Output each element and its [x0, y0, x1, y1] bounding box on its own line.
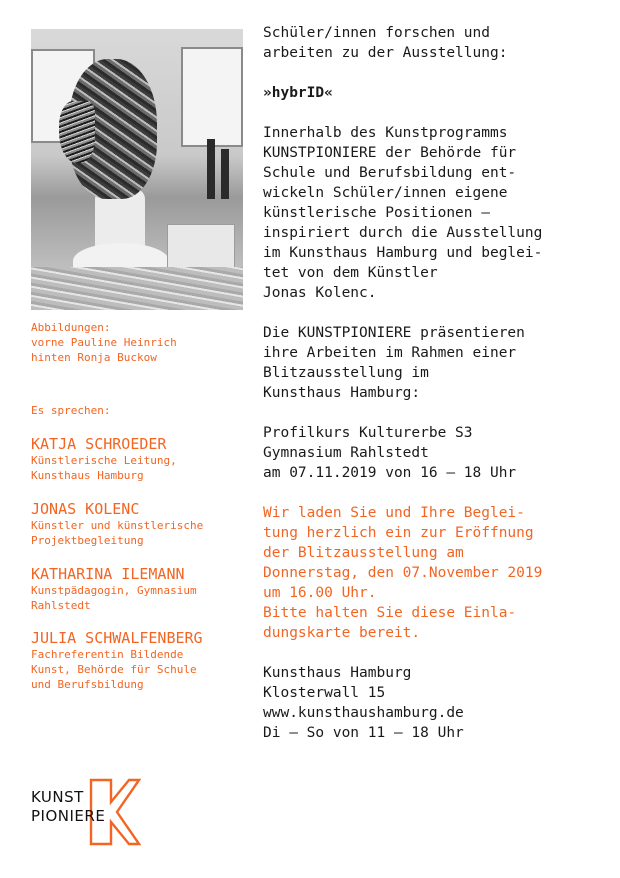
kunstpioniere-logo: [29, 778, 141, 846]
course-line: Gymnasium Rahlstedt: [263, 445, 429, 461]
intro-line: arbeiten zu der Ausstellung:: [263, 45, 508, 61]
presentation-line: Kunsthaus Hamburg:: [263, 385, 421, 401]
course-line: am 07.11.2019 von 16 – 18 Uhr: [263, 465, 517, 481]
speaker-role: Fachreferentin Bildende: [31, 648, 184, 661]
venue-address: Klosterwall 15: [263, 685, 386, 701]
speaker-katharina: [31, 565, 197, 613]
intro-line: Schüler/innen forschen und: [263, 25, 490, 41]
caption-line: hinten Ronja Buckow: [31, 351, 157, 364]
speaker-role: Kunst, Behörde für Schule: [31, 663, 197, 676]
invitation-line: Bitte halten Sie diese Einla-: [263, 605, 517, 621]
newspaper-table: [31, 267, 243, 310]
presentation-line: ihre Arbeiten im Rahmen einer: [263, 345, 517, 361]
speakers-heading: Es sprechen:: [31, 404, 111, 417]
venue-website[interactable]: www.kunsthaushamburg.de: [263, 705, 464, 721]
sculpture-face: [59, 101, 95, 163]
speaker-name: JULIA SCHWALFENBERG: [31, 629, 203, 647]
photo-caption: [31, 320, 177, 365]
intro: [263, 23, 608, 63]
sculpture-photo: [31, 29, 243, 310]
venue-name: Kunsthaus Hamburg: [263, 665, 412, 681]
invitation-line: Donnerstag, den 07.November 2019: [263, 565, 543, 581]
venue-hours: Di – So von 11 – 18 Uhr: [263, 725, 464, 741]
presentation-line: Blitzausstellung im: [263, 365, 429, 381]
description: [263, 123, 608, 303]
main-text: [263, 23, 608, 763]
description-line: KUNSTPIONIERE der Behörde für: [263, 145, 517, 161]
description-line: Innerhalb des Kunstprogramms: [263, 125, 508, 141]
description-line: inspiriert durch die Ausstellung: [263, 225, 543, 241]
speaker-role: und Berufsbildung: [31, 678, 144, 691]
description-line: tet von dem Künstler: [263, 265, 438, 281]
exhibition-title-block: [263, 83, 608, 103]
invitation-line: dungskarte bereit.: [263, 625, 421, 641]
speaker-jonas: [31, 500, 203, 548]
course: [263, 423, 608, 483]
exhibition-title: »hybrID«: [263, 85, 333, 101]
logo-text-pioniere: PIONIERE: [31, 807, 106, 825]
caption-line: vorne Pauline Heinrich: [31, 336, 177, 349]
logo-text-kunst: KUNST: [31, 788, 84, 806]
speaker-role: Rahlstedt: [31, 599, 91, 612]
description-line: Jonas Kolenc.: [263, 285, 377, 301]
course-line: Profilkurs Kulturerbe S3: [263, 425, 473, 441]
description-line: Schule und Berufsbildung ent-: [263, 165, 517, 181]
speaker-role: Projektbegleitung: [31, 534, 144, 547]
description-line: im Kunsthaus Hamburg und beglei-: [263, 245, 543, 261]
speaker-katja: [31, 435, 177, 483]
background-object: [221, 149, 229, 199]
speaker-name: KATJA SCHROEDER: [31, 435, 167, 453]
invitation-line: der Blitzausstellung am: [263, 545, 464, 561]
speaker-julia: [31, 629, 203, 692]
speaker-name: JONAS KOLENC: [31, 500, 140, 518]
invitation-line: um 16.00 Uhr.: [263, 585, 377, 601]
speaker-role: Kunstpädagogin, Gymnasium: [31, 584, 197, 597]
speaker-role: Kunsthaus Hamburg: [31, 469, 144, 482]
caption-line: Abbildungen:: [31, 321, 111, 334]
background-object: [207, 139, 215, 199]
presentation-line: Die KUNSTPIONIERE präsentieren: [263, 325, 525, 341]
window-right: [181, 47, 243, 147]
invitation-line: tung herzlich ein zur Eröffnung: [263, 525, 534, 541]
speaker-name: KATHARINA ILEMANN: [31, 565, 185, 583]
invitation-line: Wir laden Sie und Ihre Beglei-: [263, 505, 525, 521]
venue: [263, 663, 608, 743]
description-line: künstlerische Positionen –: [263, 205, 490, 221]
invitation: [263, 503, 608, 643]
description-line: wickeln Schüler/innen eigene: [263, 185, 508, 201]
speaker-role: Künstlerische Leitung,: [31, 454, 177, 467]
speaker-role: Künstler und künstlerische: [31, 519, 204, 532]
presentation: [263, 323, 608, 403]
